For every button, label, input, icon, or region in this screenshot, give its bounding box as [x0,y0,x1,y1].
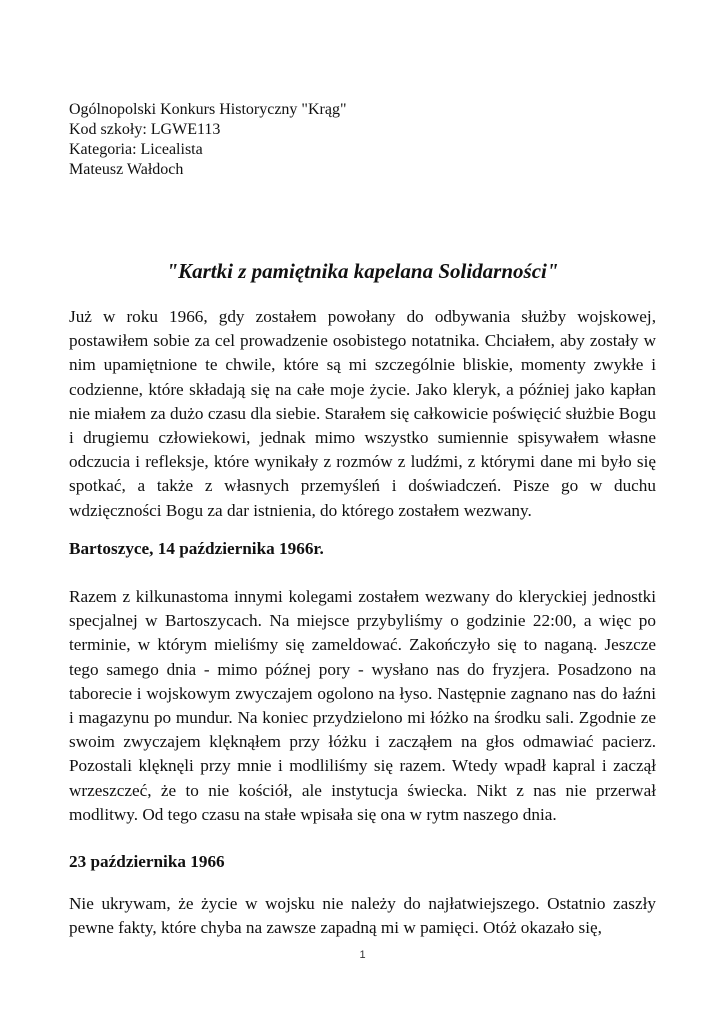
category: Kategoria: Licealista [69,141,203,158]
page-number: 1 [359,949,366,961]
school-code: Kod szkoły: LGWE113 [69,121,221,138]
document-header [69,100,346,180]
entry-paragraph: Nie ukrywam, że życie w wojsku nie należy do najłatwiejszego. Ostatnio zaszły pewne fakty, które chyba na zawsze zapadną mi w pamięci. Otóż okazało się, [69,894,656,938]
intro-paragraph: Już w roku 1966, gdy zostałem powołany do odbywania służby wojskowej, postawiłem sobie za cel prowadzenie osobistego notatnika. Chciałem, aby zostały w nim upamiętnione te chwile, które są mi szczególnie bliskie, momenty zwykłe i codzienne, które składają się na całe moje życie. Jako kleryk, a później jako kapłan nie miałem za dużo czasu dla siebie. Starałem się całkowicie poświęcić służbie Bogu i drugiemu człowiekowi, jednak mimo wszystko sumiennie spisywałem własne odczucia i refleksje, które wynikały z rozmów z ludźmi, z którymi dane mi było się spotkać, a także z własnych przemyśleń i doświadczeń. Pisze go w duchu wdzięczności Bogu za dar istnienia, do którego zostałem wezwany. [69,307,656,520]
entry-heading: Bartoszyce, 14 października 1966r. [69,539,324,558]
document-title: "Kartki z pamiętnika kapelana Solidarności" [166,259,559,283]
author-name: Mateusz Wałdoch [69,161,184,178]
entry-heading: 23 października 1966 [69,852,225,871]
competition-name: Ogólnopolski Konkurs Historyczny "Krąg" [69,101,347,118]
entry-paragraph: Razem z kilkunastoma innymi kolegami zostałem wezwany do kleryckiej jednostki specjalnej w Bartoszycach. Na miejsce przybyliśmy o godzinie 22:00, a więc po terminie, w którym mieliśmy się zameldować. Zakończyło się to naganą. Jeszcze tego samego dnia - mimo późnej pory - wysłano nas do fryzjera. Posadzono na taborecie i wojskowym zwyczajem ogolono na łyso. Następnie zagnano nas do łaźni i magazynu po mundur. Na koniec przydzielono mi łóżko na środku sali. Zgodnie ze swoim zwyczajem klęknąłem przy łóżku i zacząłem na głos odmawiać pacierz. Pozostali klęknęli przy mnie i modliliśmy się razem. Wtedy wpadł kapral i zaczął wrzeszczeć, że to nie kościół, ale instytucja świecka. Nikt z nas nie przerwał modlitwy. Od tego czasu na stałe wpisała się ona w rytm naszego dnia. [69,587,656,824]
